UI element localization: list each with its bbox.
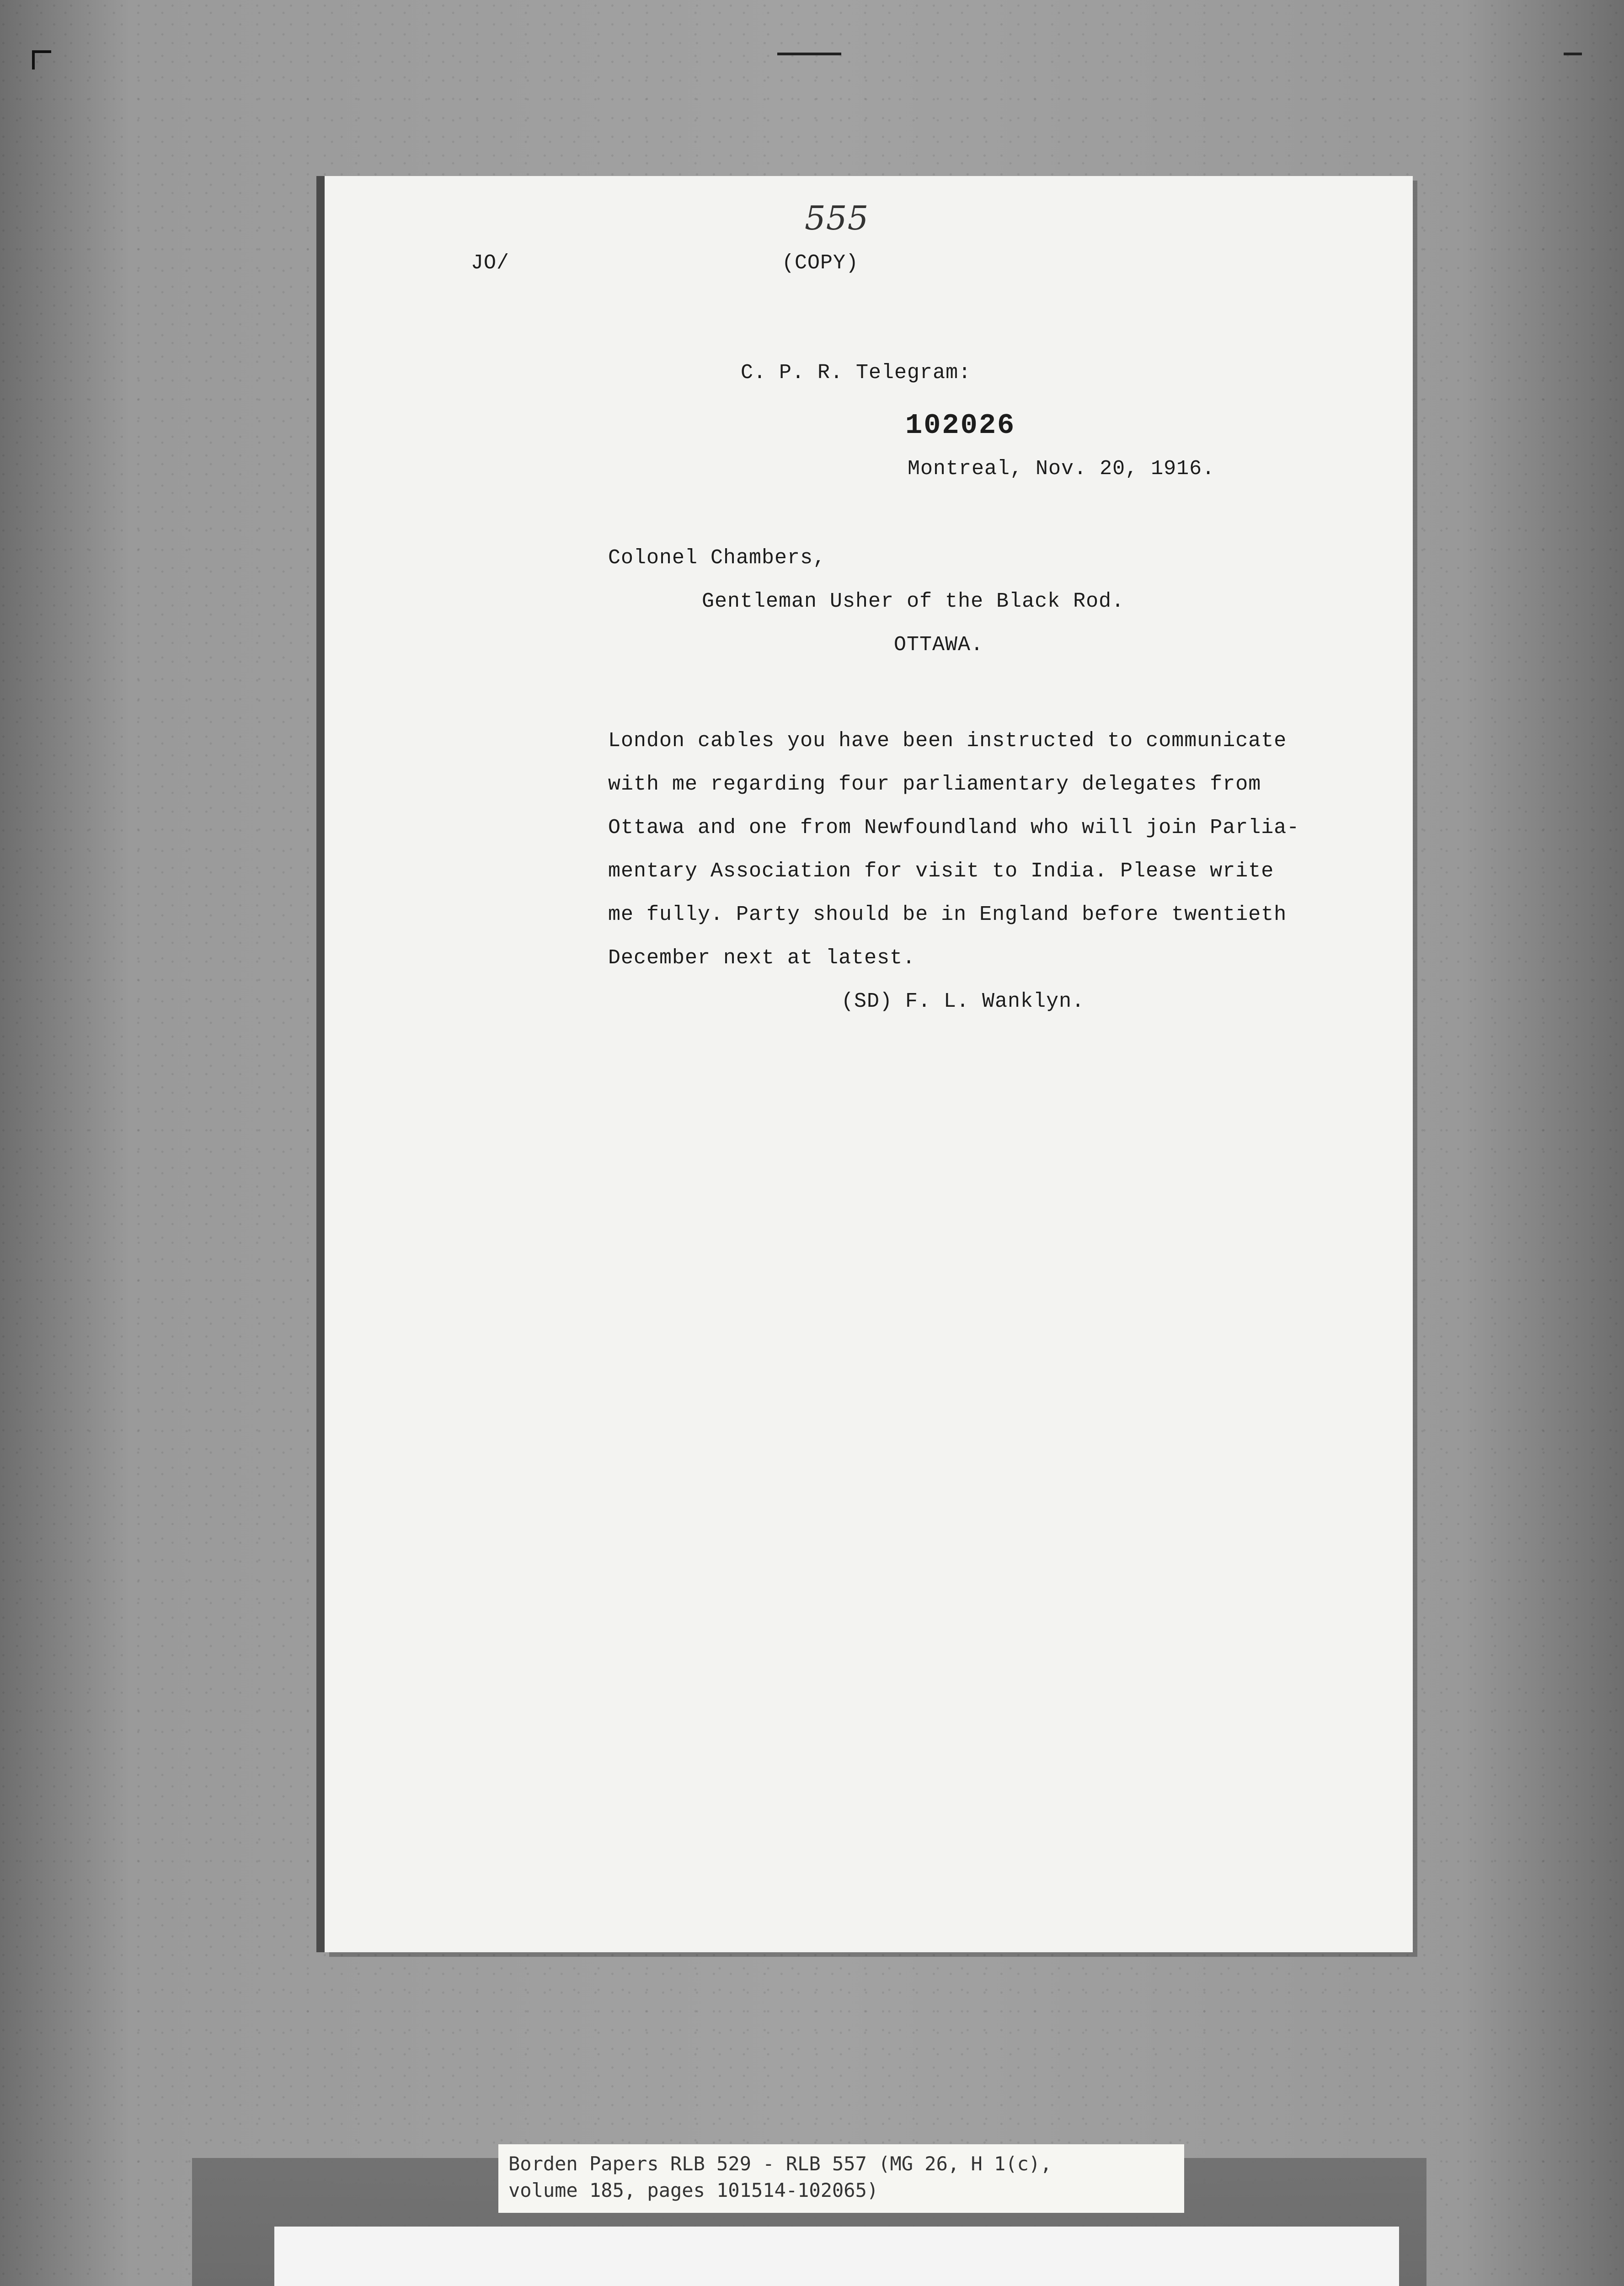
- caption-line-2: volume 185, pages 101514-102065): [508, 2179, 879, 2201]
- body-line: December next at latest.: [608, 946, 916, 970]
- caption-line-1: Borden Papers RLB 529 - RLB 557 (MG 26, H 1(c),: [508, 2152, 1052, 2175]
- telegram-heading: C. P. R. Telegram:: [741, 361, 972, 385]
- dateline: Montreal, Nov. 20, 1916.: [908, 457, 1215, 481]
- telegram-page: [325, 176, 1413, 1952]
- handwritten-page-number: 555: [805, 199, 869, 237]
- stamped-document-number: 102026: [905, 409, 1016, 442]
- recipient-title: Gentleman Usher of the Black Rod.: [702, 590, 1125, 613]
- signature-line: (SD) F. L. Wanklyn.: [841, 990, 1085, 1013]
- reference-code: JO/: [471, 251, 510, 275]
- body-line: Ottawa and one from Newfoundland who will join Parlia-: [608, 816, 1300, 839]
- body-line: mentary Association for visit to India. Please write: [608, 860, 1274, 883]
- archives-label-card: [274, 2227, 1399, 2286]
- archive-caption-strip: [498, 2144, 1184, 2213]
- body-line: me fully. Party should be in England before twentieth: [608, 903, 1287, 926]
- copy-label: (COPY): [782, 251, 859, 275]
- recipient-city: OTTAWA.: [894, 633, 984, 657]
- body-line: with me regarding four parliamentary delegates from: [608, 773, 1261, 796]
- recipient-name: Colonel Chambers,: [608, 546, 826, 570]
- corner-mark-top-left: [32, 50, 51, 69]
- body-line: London cables you have been instructed to communicate: [608, 729, 1287, 753]
- corner-mark-top-center: [777, 53, 841, 55]
- corner-mark-top-right: [1564, 53, 1582, 55]
